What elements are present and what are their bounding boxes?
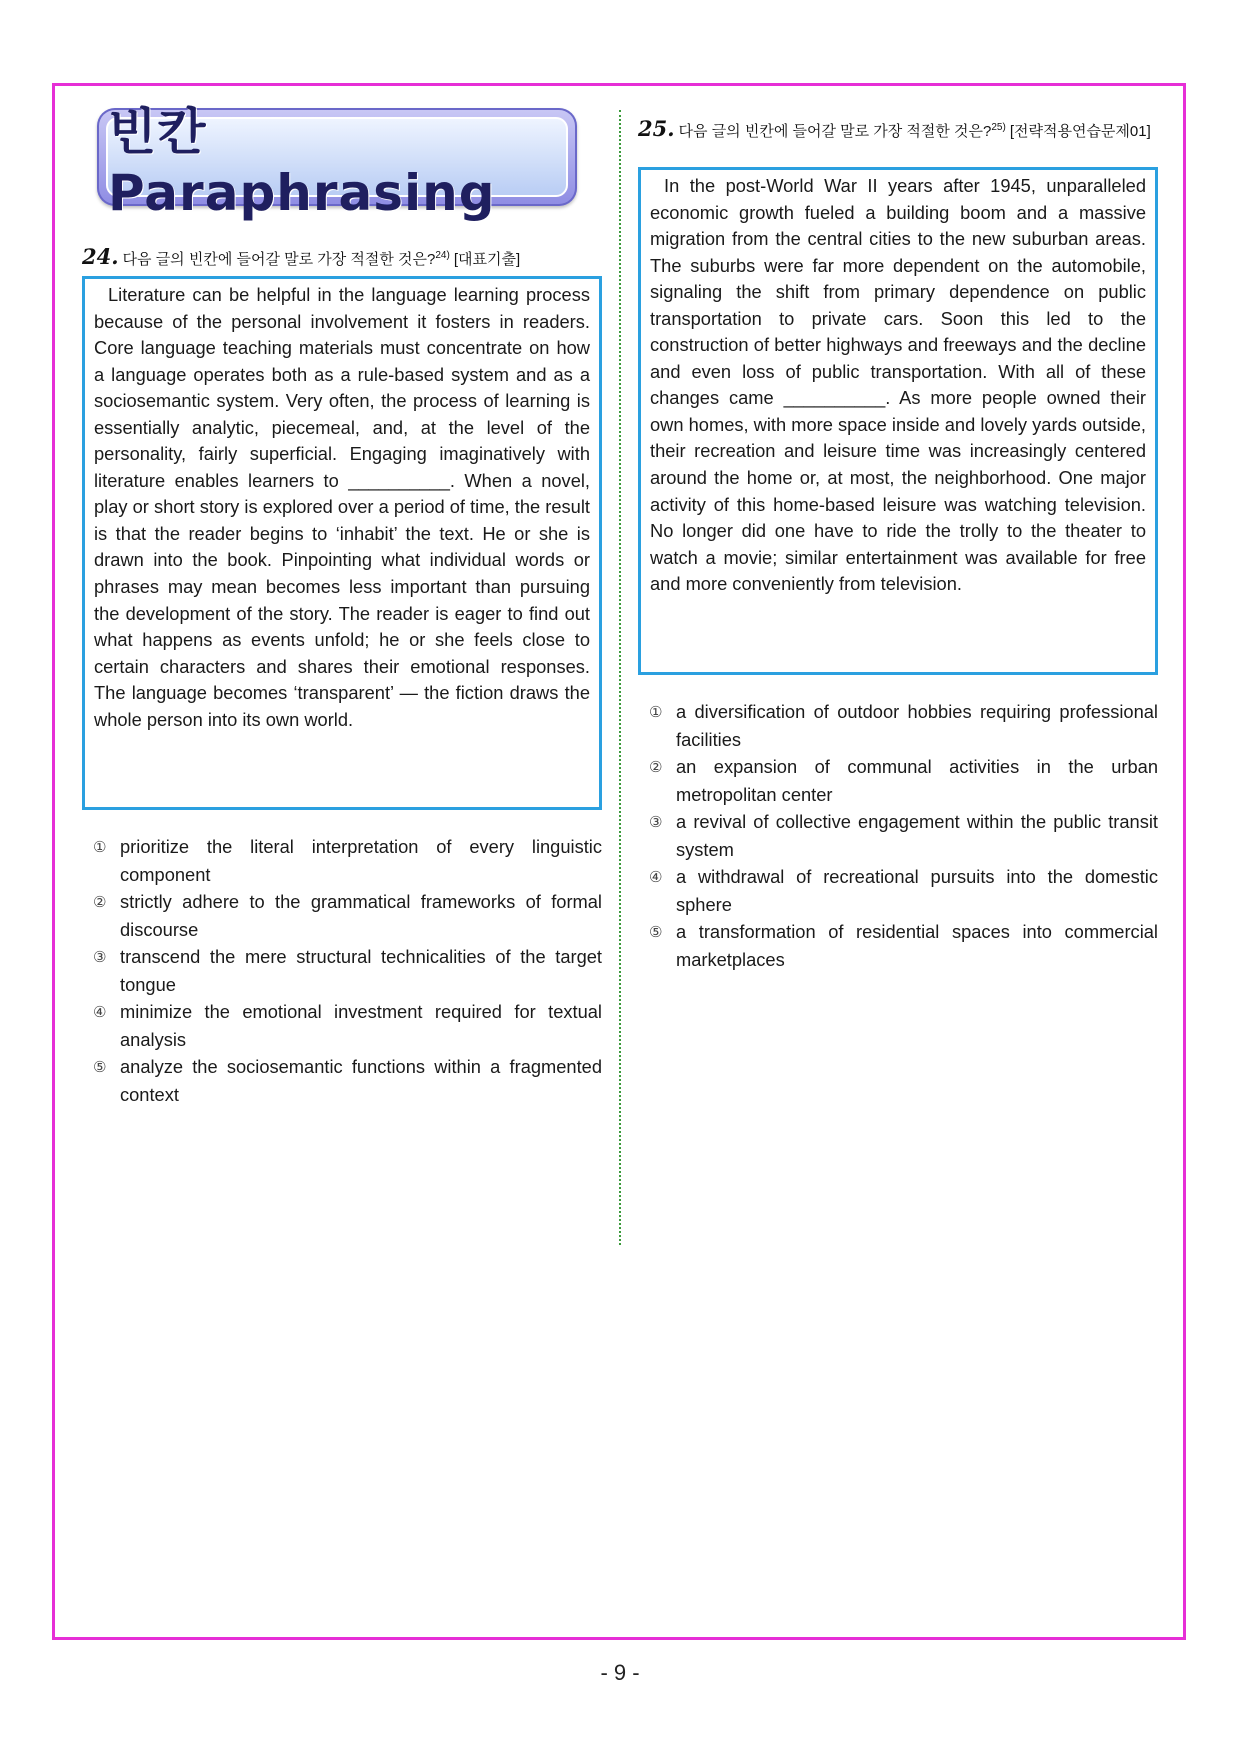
question-24-number: 24. [82, 244, 119, 269]
question-25-header [638, 117, 1160, 143]
question-25-choice-4[interactable] [649, 863, 1158, 918]
choice-marker: ⑤ [649, 923, 663, 941]
question-25-choice-1[interactable] [649, 698, 1158, 753]
choice-text: a transformation of residential spaces into commercial marketplaces [676, 921, 1158, 970]
choice-text: transcend the mere structural technicalities of the target tongue [120, 946, 602, 995]
choice-marker: ② [649, 758, 663, 776]
choice-text: a diversification of outdoor hobbies requiring professional facilities [676, 701, 1158, 750]
choice-text: an expansion of communal activities in the urban metropolitan center [676, 756, 1158, 805]
question-24-choice-5[interactable] [93, 1053, 602, 1108]
choice-marker: ② [93, 893, 107, 911]
question-24-choice-1[interactable] [93, 833, 602, 888]
question-25-prompt: 다음 글의 빈칸에 들어갈 말로 가장 적절한 것은? [678, 123, 992, 140]
question-25-source: [전략적용연습문제01] [1009, 123, 1151, 140]
section-title-inner [106, 103, 568, 222]
question-24-choice-2[interactable] [93, 888, 602, 943]
question-25-choice-2[interactable] [649, 753, 1158, 808]
question-25-number: 25. [638, 116, 675, 141]
question-25-choices [649, 698, 1158, 973]
choice-marker: ③ [93, 948, 107, 966]
question-24-footnote: 24) [435, 250, 450, 261]
choice-text: a revival of collective engagement within the public transit system [676, 811, 1158, 860]
question-24-choices [93, 833, 602, 1108]
question-24-header [82, 245, 612, 271]
question-24-passage: Literature can be helpful in the language learning process because of the personal involvement it fosters in readers. Core language teaching materials must concentrate on how a language operates both as a rule-based system and as a sociosemantic system. Very often, the process of learning is essentially analytic, piecemeal, and, at the level of the personality, fairly superficial. Engaging imaginatively with literature enables learners to __________. When a novel, play or short story is explored over a period of time, the result is that the reader begins to ‘inhabit’ the text. He or she is drawn into the book. Pinpointing what individual words or phrases may mean becomes less important than pursuing the development of the story. The reader is eager to find out what happens as events unfold; he or she feels close to certain characters and shares their emotional responses. The language becomes ‘transparent’ — the fiction draws the whole person into its own world. [94, 284, 590, 730]
choice-marker: ① [93, 838, 107, 856]
choice-text: prioritize the literal interpretation of every linguistic component [120, 836, 602, 885]
page-number: - 9 - [600, 1660, 640, 1685]
question-24-source: [대표기출] [453, 251, 521, 268]
question-24-choice-3[interactable] [93, 943, 602, 998]
column-divider [619, 110, 621, 1245]
question-24-passage-box [82, 276, 602, 810]
section-title-banner [97, 103, 577, 222]
choice-marker: ③ [649, 813, 663, 831]
question-25-choice-5[interactable] [649, 918, 1158, 973]
choice-text: a withdrawal of recreational pursuits into the domestic sphere [676, 866, 1158, 915]
choice-marker: ④ [93, 1003, 107, 1021]
section-title: 빈칸 Paraphrasing [108, 103, 496, 222]
question-25-choice-3[interactable] [649, 808, 1158, 863]
choice-marker: ⑤ [93, 1058, 107, 1076]
question-24-choice-4[interactable] [93, 998, 602, 1053]
choice-text: strictly adhere to the grammatical frameworks of formal discourse [120, 891, 602, 940]
choice-marker: ④ [649, 868, 663, 886]
question-24-prompt: 다음 글의 빈칸에 들어갈 말로 가장 적절한 것은? [122, 251, 436, 268]
question-25-passage-box [638, 167, 1158, 675]
choice-text: analyze the sociosemantic functions within a fragmented context [120, 1056, 602, 1105]
question-25-footnote: 25) [991, 122, 1006, 133]
choice-text: minimize the emotional investment required for textual analysis [120, 1001, 602, 1050]
choice-marker: ① [649, 703, 663, 721]
question-25-passage: In the post-World War II years after 1945, unparalleled economic growth fueled a building boom and a massive migration from the central cities to the new suburban areas. The suburbs were far more dependent on the automobile, signaling the shift from primary dependence on public transportation to private cars. Soon this led to the construction of better highways and freeways and the decline and even loss of public transportation. With all of these changes came __________. As more people owned their own homes, with more space inside and lovely yards outside, their recreation and leisure time was increasingly centered around the home or, at most, the neighborhood. One major activity of this home-based leisure was watching television. No longer did one have to ride the trolly to the theater to watch a movie; similar entertainment was available for free and more conveniently from television. [650, 175, 1146, 595]
